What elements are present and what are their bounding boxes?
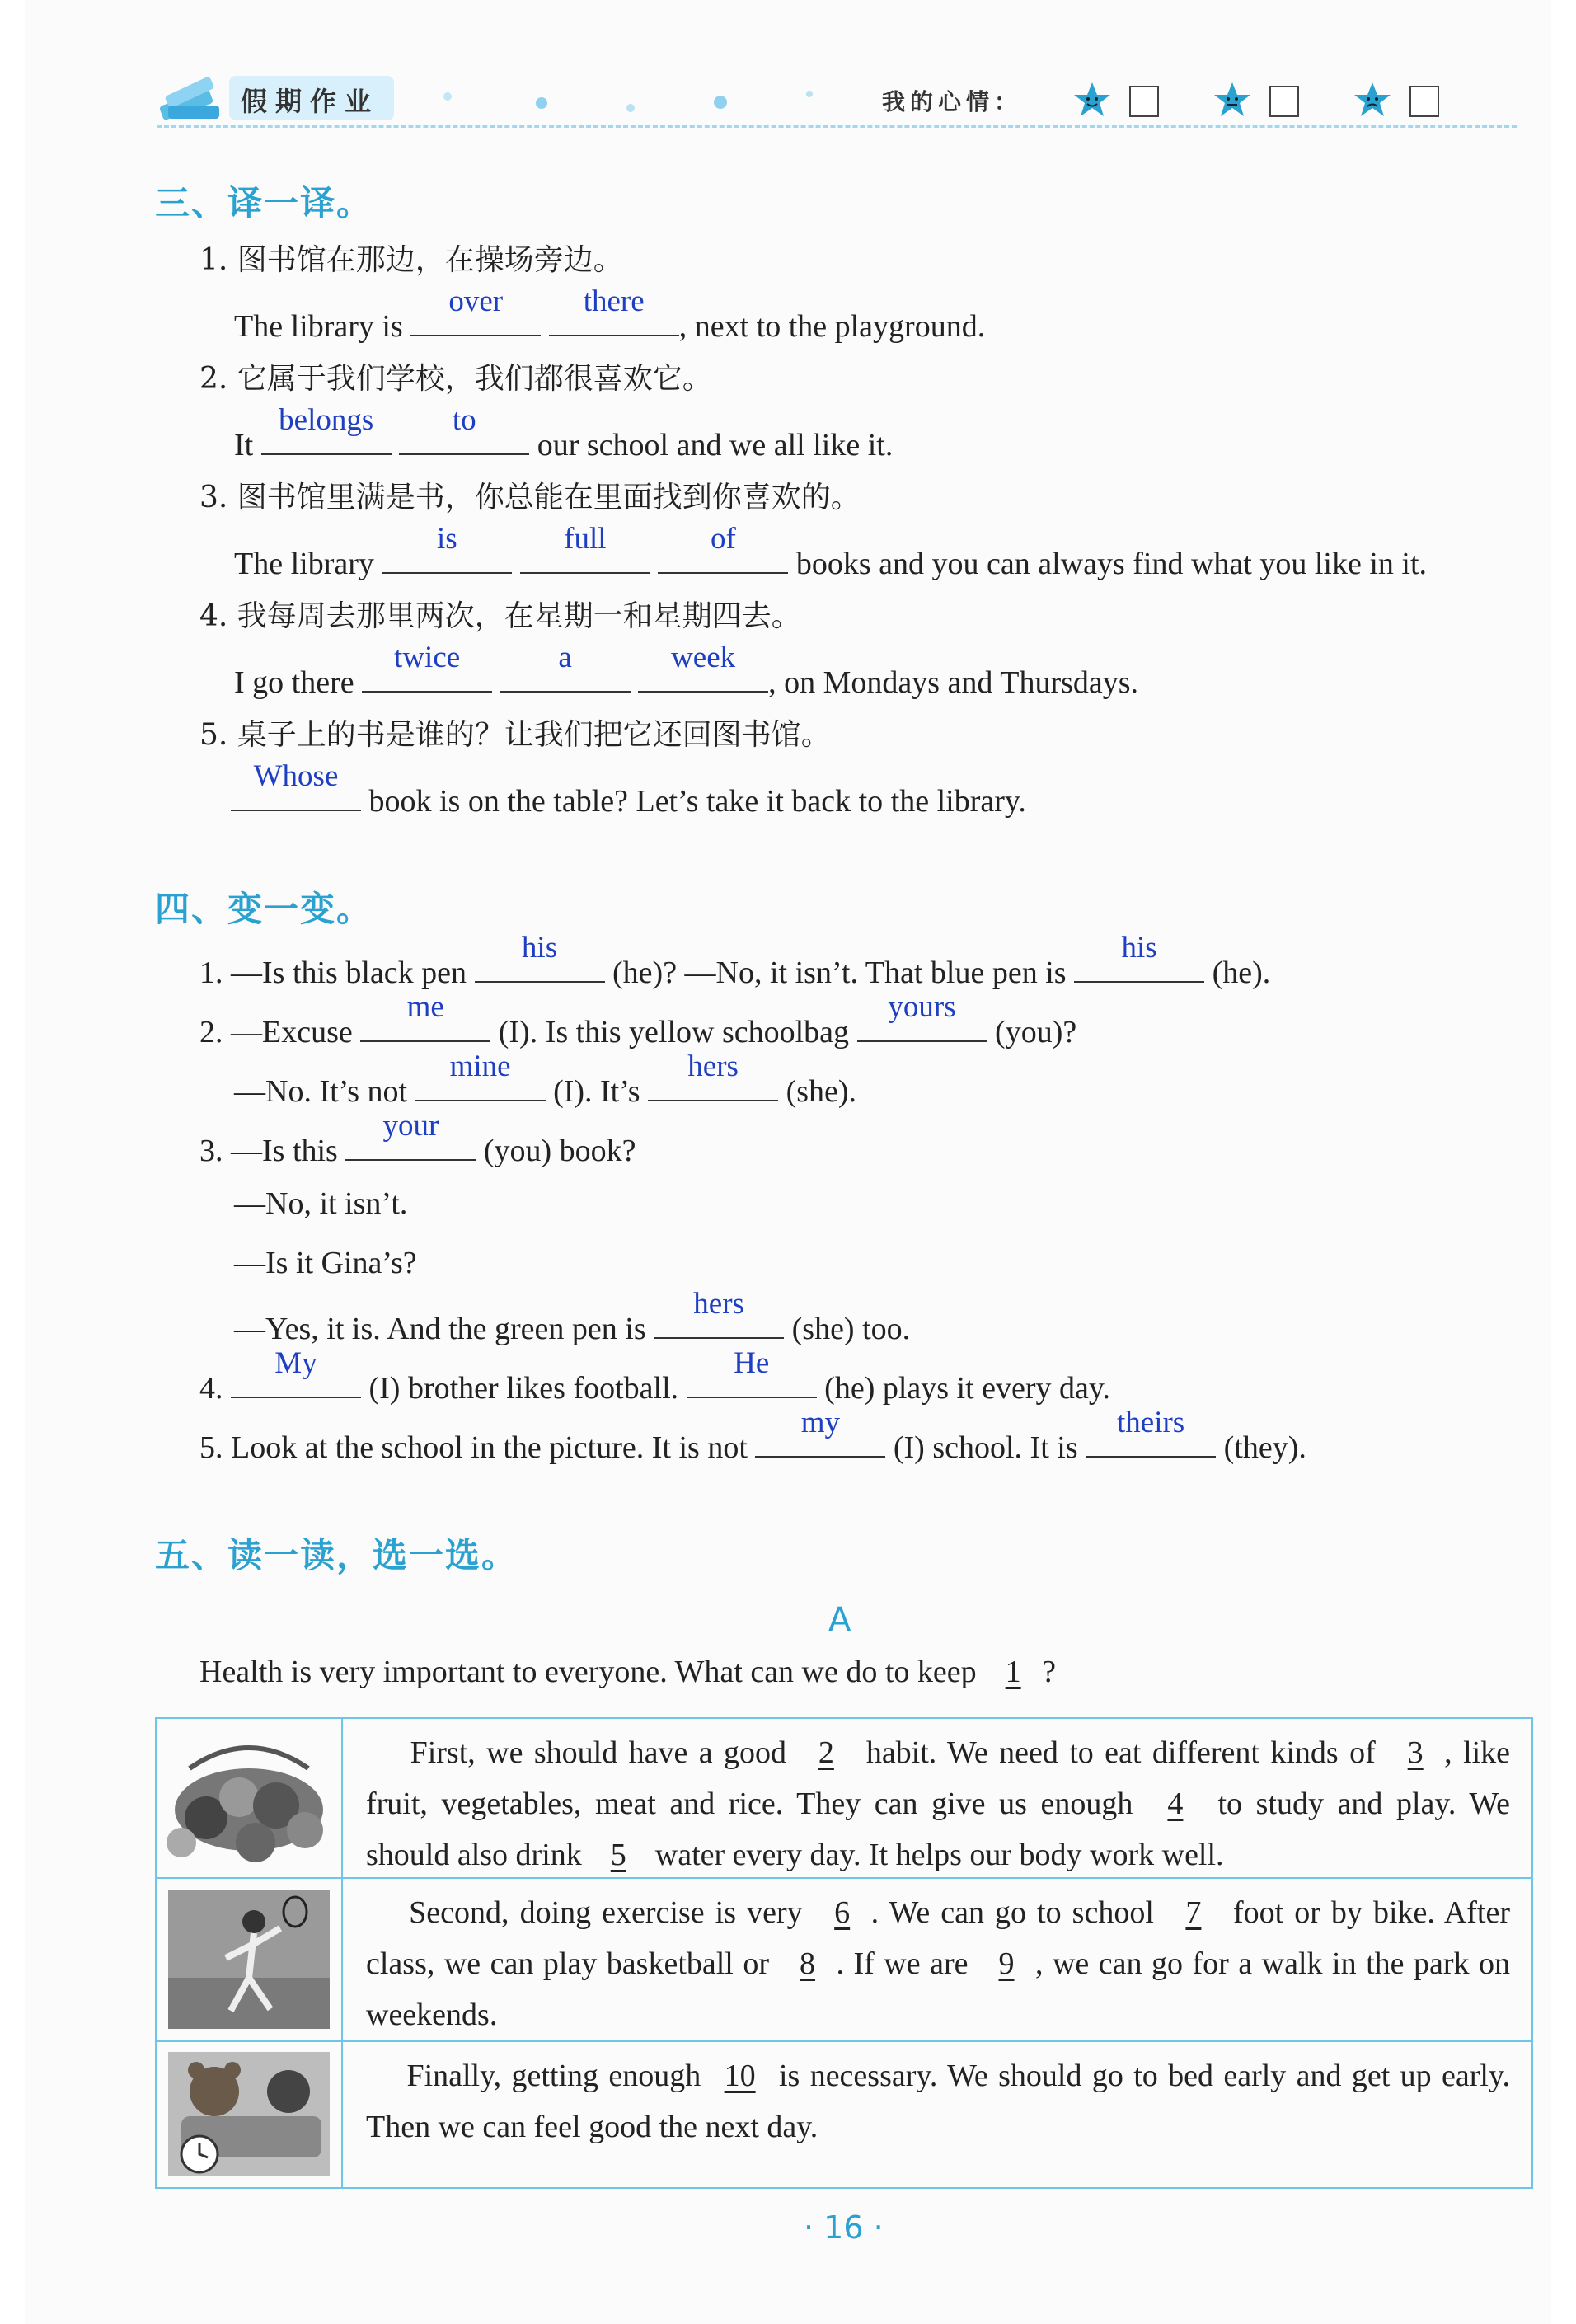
answer-blank[interactable]: my [755,1423,885,1458]
header-divider [157,125,1517,128]
q4-5: 5. Look at the school in the picture. It is not my (I) school. It is theirs (they). [199,1406,1306,1465]
decor-dot [443,92,452,101]
question-number: 6 [834,1895,851,1930]
answer-blank[interactable]: his [1074,948,1204,983]
mood-checkbox[interactable] [1409,86,1439,117]
passage-intro: Health is very important to everyone. What can we do to keep 1 ? [199,1655,1057,1689]
question-number: 8 [800,1946,816,1981]
question-number: 9 [998,1946,1015,1981]
answer-blank[interactable]: theirs [1086,1423,1216,1458]
tennis-player-image [157,1879,343,2040]
mood-label: 我的心情： [882,88,1023,115]
answer-blank[interactable]: My [231,1364,361,1398]
answer-blank[interactable]: there [549,302,679,336]
q4-3c: —Is it Gina’s? [234,1246,417,1280]
workbook-page [25,0,1551,2324]
q3-5-chinese: 5. 桌子上的书是谁的？让我们把它还回图书馆。 [199,718,831,752]
question-number: 2 [818,1735,834,1770]
q3-5-english: Whose book is on the table? Let’s take it back to the library. [231,777,1026,819]
q3-2-chinese: 2. 它属于我们学校，我们都很喜欢它。 [199,362,712,396]
mood-checkbox[interactable] [1129,86,1159,117]
q4-2a: 2. —Excuse me (I). Is this yellow schoolbag yours (you)? [199,990,1077,1049]
reading-paragraph-1: First, we should have a good 2 habit. We need to eat different kinds of 3 , like fruit, vegetables, meat and rice. They can give us enough 4 to study and play. We should also drink 5 water every day. It helps our body work well. [343,1719,1531,1877]
q4-1: 1. —Is this black pen his (he)? —No, it isn’t. That blue pen is his (he). [199,931,1271,990]
q3-1-chinese: 1. 图书馆在那边，在操场旁边。 [199,243,623,277]
answer-blank[interactable]: a [500,658,631,693]
answer-blank[interactable]: of [658,539,788,574]
question-number: 4 [1167,1786,1184,1821]
q3-3-english: The library is full of books and you can always find what you like in it. [234,522,1428,581]
reading-paragraph-3: Finally, getting enough 10 is necessary. We should go to bed early and get up early. Then we can feel good the next day. [343,2042,1531,2187]
mood-option-3[interactable] [1352,81,1442,119]
answer-blank[interactable]: to [399,420,529,455]
answer-blank[interactable]: over [410,302,541,336]
q4-4: 4. My (I) brother likes football. He (he) plays it every day. [199,1346,1110,1406]
answer-blank[interactable]: twice [362,658,492,693]
decor-dot [626,104,635,112]
question-number: 3 [1407,1735,1424,1770]
answer-blank[interactable]: Whose [231,777,361,811]
question-number: 5 [610,1838,626,1872]
mood-checkbox[interactable] [1269,86,1299,117]
question-number: 7 [1185,1895,1202,1930]
star-face-icon [1072,81,1113,119]
question-number: 1 [1005,1655,1021,1689]
food-basket-image [157,1719,343,1877]
mood-option-1[interactable] [1072,81,1162,119]
q3-3-chinese: 3. 图书馆里满是书，你总能在里面找到你喜欢的。 [199,481,861,514]
q3-2-english: It belongs to our school and we all like it. [234,403,894,462]
section-3-title: 三、译一译。 [155,183,373,223]
answer-blank[interactable]: He [687,1364,817,1398]
q4-3b: —No, it isn’t. [234,1186,408,1221]
star-face-icon [1352,81,1393,119]
question-number: 10 [724,2059,756,2093]
reading-row-1 [157,1719,1531,1877]
answer-blank[interactable]: mine [415,1067,546,1101]
decor-dot [536,97,547,109]
answer-blank[interactable]: week [638,658,768,693]
answer-blank[interactable]: is [382,539,512,574]
answer-blank[interactable]: your [345,1126,476,1161]
q3-4-chinese: 4. 我每周去那里两次，在星期一和星期四去。 [199,599,801,633]
reading-row-2 [157,1877,1531,2040]
q4-3d: —Yes, it is. And the green pen is hers (she) too. [234,1287,911,1346]
decor-dot [714,96,727,109]
q4-3a: 3. —Is this your (you) book? [199,1109,636,1168]
section-5-title: 五、读一读，选一选。 [155,1535,518,1575]
part-label: A [828,1601,851,1639]
section-4-title: 四、变一变。 [155,889,373,929]
reading-paragraph-2: Second, doing exercise is very 6 . We can go to school 7 foot or by bike. After class, we can play basketball or 8 . If we are 9 , we can go for a walk in the park on weekends. [343,1879,1531,2040]
answer-blank[interactable]: belongs [261,420,392,455]
q3-4-english: I go there twice a week , on Mondays and Thursdays. [234,641,1139,700]
answer-blank[interactable]: hers [654,1304,784,1339]
answer-blank[interactable]: yours [857,1007,987,1042]
header-title: 假期作业 [241,86,380,117]
decor-dot [806,91,813,97]
q3-1-english: The library is over there , next to the playground. [234,284,986,344]
star-face-icon [1212,81,1253,119]
answer-blank[interactable]: me [360,1007,490,1042]
answer-blank[interactable]: his [475,948,605,983]
reading-table [155,1717,1533,2189]
answer-blank[interactable]: hers [648,1067,778,1101]
page-number: · 16 · [804,2209,884,2246]
reading-row-3 [157,2040,1531,2187]
q4-2b: —No. It’s not mine (I). It’s hers (she). [234,1049,857,1109]
answer-blank[interactable]: full [520,539,650,574]
mood-option-2[interactable] [1212,81,1302,119]
books-icon [157,74,223,124]
sleeping-child-image [157,2042,343,2187]
